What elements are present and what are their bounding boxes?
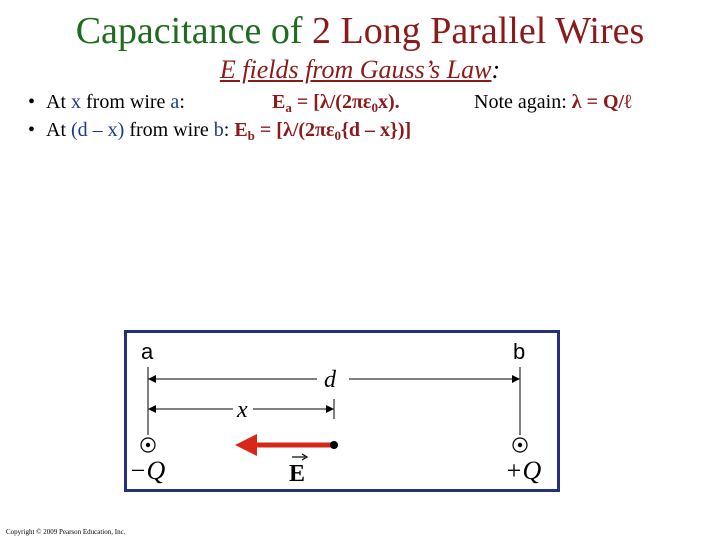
wire-a-label: a <box>141 339 154 364</box>
diagram-svg <box>127 333 557 489</box>
e-vector-label: E <box>289 461 306 487</box>
charge-neg-label: −Q <box>129 456 166 485</box>
slide-subtitle <box>0 54 720 86</box>
e-field-arrow <box>235 434 338 456</box>
bullet-marker: • <box>28 119 36 141</box>
note-label: Note again: <box>474 91 572 113</box>
subtitle-text: E fields from Gauss’s Law <box>219 55 492 84</box>
eq-subscript-zero: 0 <box>371 100 378 115</box>
bullet-item-b <box>28 116 718 144</box>
eq-symbol: E <box>234 119 248 141</box>
subtitle-colon: : <box>491 55 501 84</box>
eq-symbol: E <box>272 91 286 113</box>
title-part-2: 2 <box>312 10 331 52</box>
eq-end: x). <box>377 91 400 113</box>
slide-title <box>0 8 720 54</box>
dimension-d-label: d <box>324 367 336 393</box>
eq-subscript: a <box>285 100 292 115</box>
eq-body: = [λ/(2πε <box>254 119 335 141</box>
title-part-3: Long Parallel Wires <box>331 10 645 52</box>
eq-subscript-zero: 0 <box>334 128 341 143</box>
title-part-1: Capacitance of <box>75 10 312 52</box>
wire-b-symbol <box>513 438 527 452</box>
wire-b-label: b <box>513 339 526 364</box>
charge-pos-label: +Q <box>505 456 542 485</box>
equation-eb <box>234 119 411 141</box>
bullet-var: x <box>71 91 81 113</box>
note <box>474 88 632 116</box>
bullet-item-a <box>28 88 718 116</box>
eq-subscript: b <box>247 128 255 143</box>
wire-a-symbol <box>141 438 155 452</box>
wire-diagram <box>124 330 560 492</box>
bullet-wire: b <box>213 119 224 141</box>
bullet-pre: At <box>46 119 71 141</box>
bullet-post: : <box>179 91 185 113</box>
bullet-wire: a <box>170 91 180 113</box>
bullet-list <box>28 88 718 144</box>
bullet-post: : <box>223 119 235 141</box>
bullet-pre: At <box>46 91 71 113</box>
bullet-mid: from wire <box>124 119 214 141</box>
dimension-x-label: x <box>237 397 248 423</box>
note-equation: λ = Q/ℓ <box>571 91 632 113</box>
eq-body: = [λ/(2πε <box>291 91 372 113</box>
bullet-mid: from wire <box>81 91 171 113</box>
bullet-var: (d – x) <box>71 119 125 141</box>
bullet-marker: • <box>28 91 36 113</box>
eq-end: {d – x})] <box>341 119 412 141</box>
copyright-notice: Copyright © 2009 Pearson Education, Inc. <box>6 528 126 536</box>
